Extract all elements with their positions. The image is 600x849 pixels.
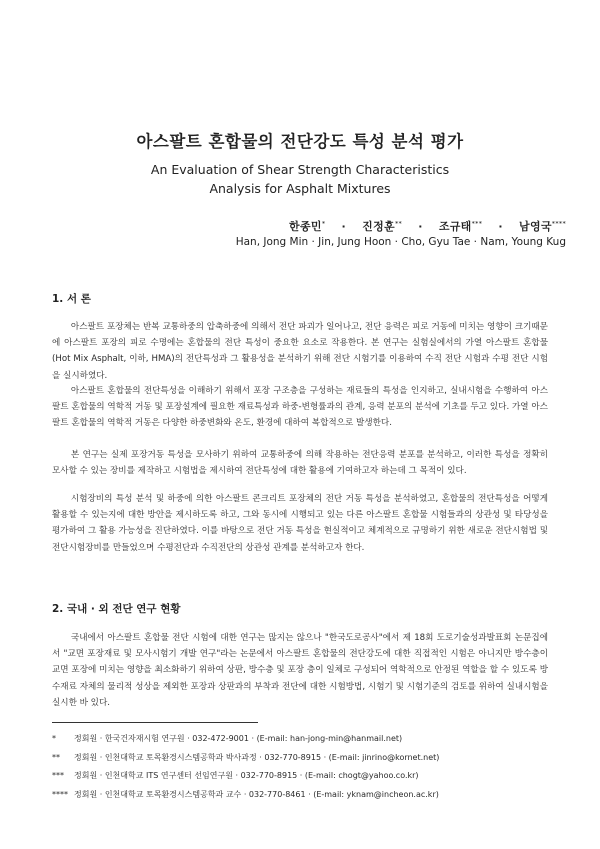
footnote: [52, 733, 402, 744]
footnote-text: 정회원 · 인천대학교 토목환경시스템공학과 교수 · 032-770-8461 · (E-mail: yknam@incheon.ac.kr): [74, 790, 439, 799]
footnote-mark: ****: [52, 790, 68, 799]
author-mark: ***: [471, 219, 483, 228]
author-name: 남영국: [519, 220, 552, 233]
author-separator: ·: [418, 220, 423, 233]
author-mark: ****: [551, 219, 566, 228]
footnote-text: 정회원 · 인천대학교 토목환경시스템공학과 박사과정 · 032-770-8915 · (E-mail: jinrino@kornet.net): [74, 753, 440, 762]
body-paragraph: 국내에서 아스팔트 혼합물 전단 시험에 대한 연구는 많지는 않으나 "한국도로공사"에서 제 18회 도로기술성과발표회 논문집에서 "교면 포장재료 및 모사시험기 개발 연구"라는 논문에서 아스팔트 혼합물의 전단강도에 대한 직접적인 시험은 아니지만 방수층이 교면 포장에 미치는 영향을 최소화하기 위하여 상판, 방수층 및 포장 층이 일체로 구성되어 역학적으로 안정된 역할을 할 수 있도록 방수재료 자체의 물리적 성상을 제외한 포장과 상판과의 부착과 전단에 대한 시험방법, 시험기 및 시험기준의 검토를 위하여 실내시험을 실시한 바 있다.: [52, 633, 548, 708]
author-separator: ·: [341, 220, 347, 233]
english-title-line-2: Analysis for Asphalt Mixtures: [209, 181, 391, 196]
footnote-mark: **: [52, 753, 60, 762]
author-name: 한종민: [289, 220, 322, 233]
footnote: [52, 752, 439, 763]
footnote-divider: [52, 722, 258, 723]
section-heading-introduction: 1. 서 론: [52, 293, 91, 305]
footnote-text: 정회원 · 인천대학교 ITS 연구센터 선임연구원 · 032-770-8915 · (E-mail: chogt@yahoo.co.kr): [74, 771, 419, 780]
section-heading-research-status: 2. 국내 · 외 전단 연구 현황: [52, 603, 181, 615]
author-mark: *: [321, 219, 326, 228]
body-paragraph: 시험장비의 특성 분석 및 하중에 의한 아스팔트 콘크리트 포장체의 전단 거동 특성을 분석하였고, 혼합물의 전단특성을 어떻게 활용할 수 있는지에 대한 방안을 제시하도록 하고, 그와 동시에 시행되고 있는 다른 아스팔트 혼합물 시험들과의 상관성 및 타당성을 평가하여 그 활용 가능성을 진단하였다. 이를 바탕으로 전단 거동 특성을 현실적이고 체계적으로 규명하기 위한 새로운 전단시험법 및 전단시험장비를 만들었으며 수평전단과 수직전단의 상관성 관계를 분석하고자 한다.: [52, 494, 548, 553]
footnote-mark: ***: [52, 771, 64, 780]
author-name: 조규태: [438, 220, 472, 233]
korean-author-list: [289, 218, 566, 234]
author-mark: **: [394, 219, 403, 228]
english-title-line-1: An Evaluation of Shear Strength Characteristics: [150, 162, 450, 177]
footnote: [52, 770, 419, 781]
author-separator: ·: [498, 220, 503, 233]
author-name: 진정훈: [362, 220, 395, 233]
footnote: [52, 789, 439, 800]
korean-title: 아스팔트 혼합물의 전단강도 특성 분석 평가: [136, 132, 464, 151]
english-author-list: Han, Jong Min · Jin, Jung Hoon · Cho, Gyu Tae · Nam, Young Kug: [235, 236, 566, 248]
footnote-text: 정회원 · 한국건자재시험 연구원 · 032-472-9001 · (E-mail: han-jong-min@hanmail.net): [74, 734, 403, 743]
body-paragraph: 본 연구는 실제 포장거동 특성을 모사하기 위하여 교통하중에 의해 작용하는 전단응력 분포를 분석하고, 이러한 특성을 정확히 모사할 수 있는 장비를 제작하고 시험법을 제시하여 전단특성에 대한 활용에 기여하고자 하는데 그 목적이 있다.: [52, 450, 548, 477]
body-paragraph: 아스팔트 혼합물의 전단특성을 이해하기 위해서 포장 구조층을 구성하는 재료들의 특성을 인지하고, 실내시험을 수행하여 아스팔트 혼합물의 역학적 거동 및 포장설계에 필요한 재료특성과 하중-변형률과의 관계, 응력 분포의 분석에 기초를 두고 있다. 가열 아스팔트 혼합물의 역학적 거동은 다양한 하중변화와 온도, 환경에 대하여 복합적으로 발생한다.: [52, 386, 548, 429]
footnote-mark: *: [52, 734, 56, 743]
body-paragraph: 아스팔트 포장체는 반복 교통하중의 압축하중에 의해서 전단 파괴가 일어나고, 전단 응력은 피로 거동에 미치는 영향이 크기때문에 아스팔트 포장의 피로 수명에는 혼합물의 전단 특성이 중요한 요소로 작용한다. 본 연구는 실험실에서의 가열 아스팔트 혼합물(Hot Mix Asphalt, 이하, HMA)의 전단특성과 그 활용성을 분석하기 위해 전단 시험기를 이용하여 수직 전단 시험과 수평 전단 시험을 실시하였다.: [52, 322, 548, 381]
